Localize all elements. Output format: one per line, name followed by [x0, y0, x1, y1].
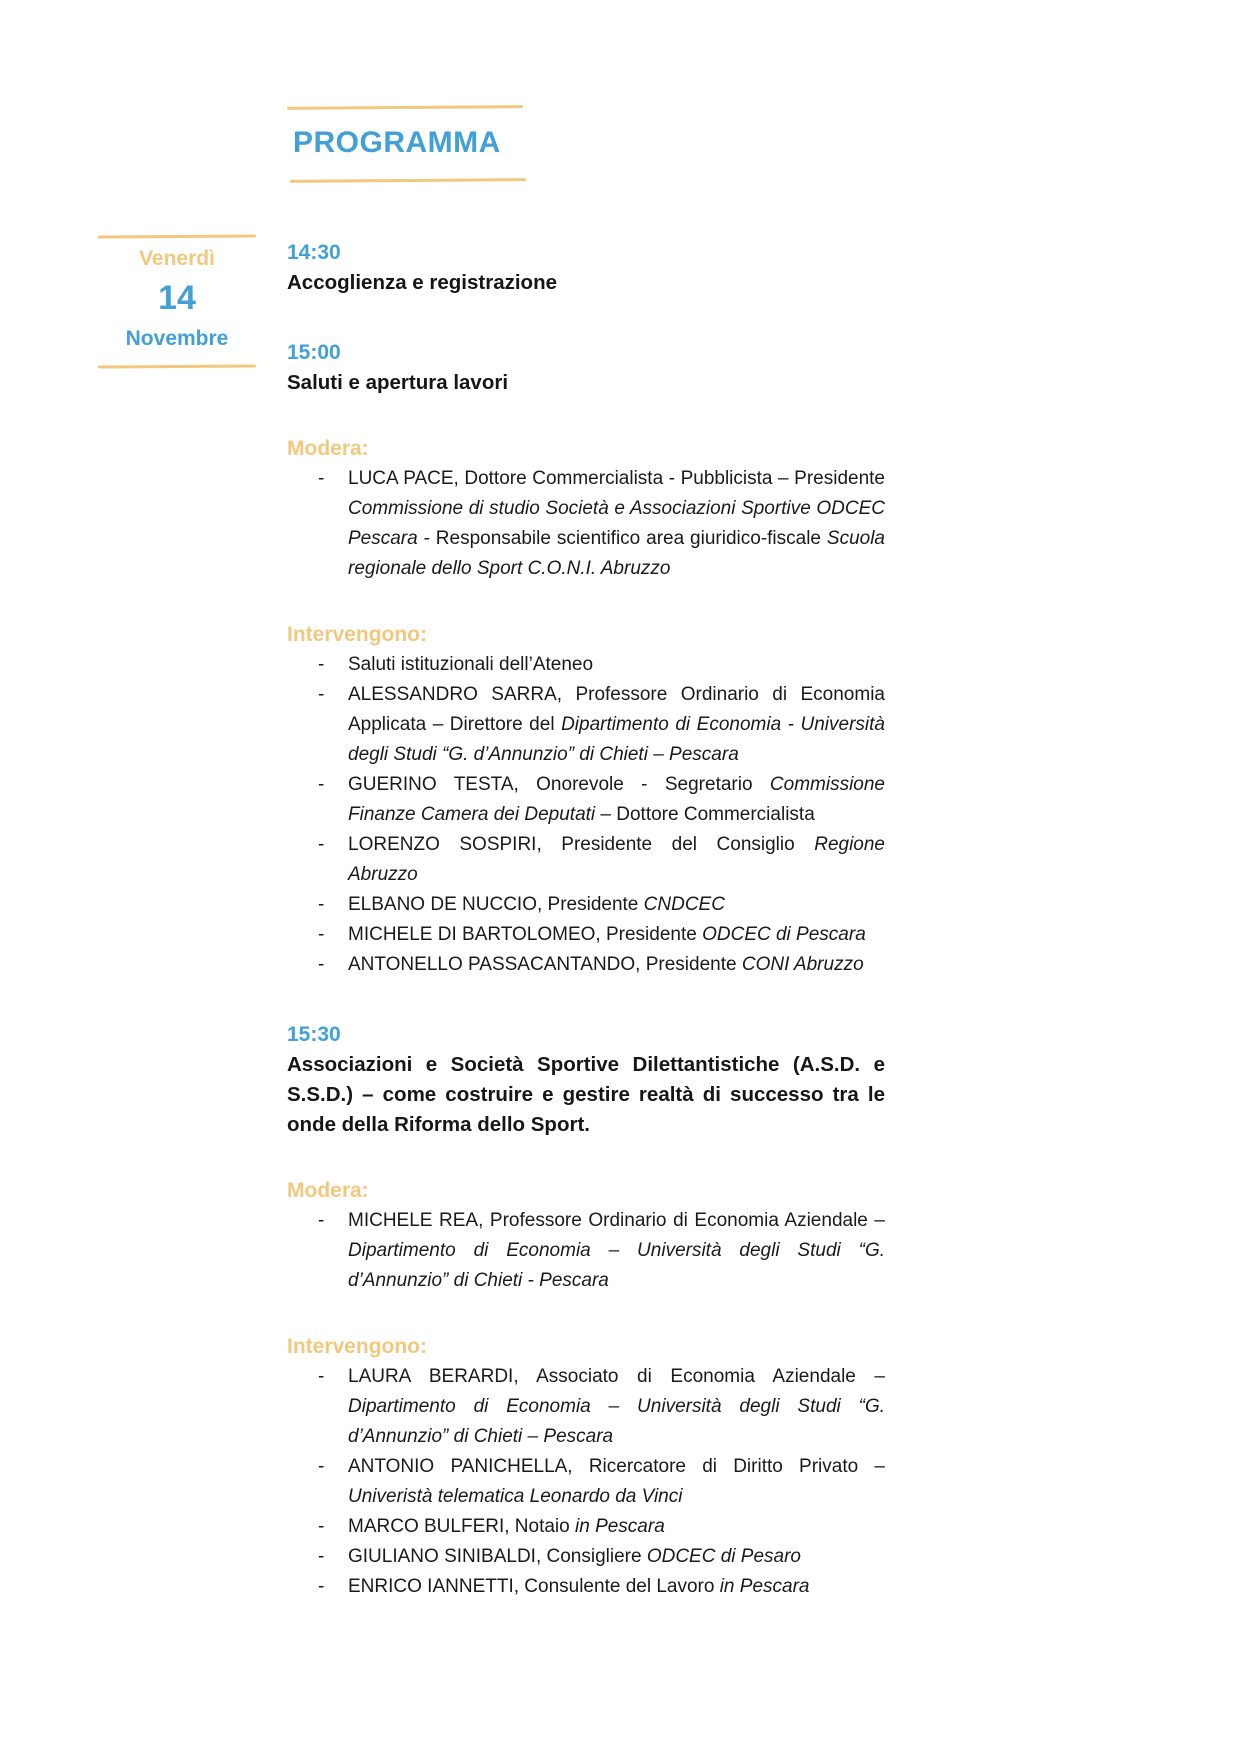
list-item-text [348, 770, 885, 830]
list-item-segment: GIULIANO SINIBALDI, Consigliere [348, 1546, 647, 1567]
list-item [287, 920, 885, 950]
list-item-text [348, 950, 885, 980]
group-label: Modera: [287, 1179, 369, 1202]
list-item-text [348, 1206, 885, 1296]
list-item-segment: Regione Abruzzo [348, 834, 885, 885]
speaker-group [287, 1176, 885, 1296]
list-item-segment: MARCO BULFERI, Notaio [348, 1516, 575, 1537]
date-block [98, 235, 256, 368]
list-item-segment: LUCA PACE, Dottore Commercialista - Pubblicista – Presidente [348, 468, 885, 489]
list-item-segment: Scuola regionale dello Sport C.O.N.I. Abruzzo [348, 528, 885, 579]
speaker-group [287, 1332, 885, 1602]
group-label: Intervengono: [287, 1335, 427, 1358]
date-rule-top [98, 234, 256, 238]
list-item-segment: CONI Abruzzo [741, 954, 864, 975]
list-item-segment: ANTONIO PANICHELLA, Ricercatore di Diritto Privato – [348, 1456, 885, 1477]
list-item [287, 1572, 885, 1602]
list-item-dash: - [318, 894, 325, 915]
speaker-list [287, 1206, 885, 1296]
list-item [287, 464, 885, 584]
list-item [287, 770, 885, 830]
list-item-text [348, 680, 885, 770]
list-item-text [348, 1572, 885, 1602]
session-title: Saluti e apertura lavori [287, 371, 509, 394]
date-day-name: Venerdì [139, 247, 215, 270]
list-item-segment: LORENZO SOSPIRI, Presidente del Consiglio [348, 834, 815, 855]
list-item-segment: - Responsabile scientifico area giuridico-fiscale [417, 528, 827, 549]
speaker-group [287, 434, 885, 584]
list-item-dash: - [318, 1546, 325, 1567]
list-item-dash: - [318, 1366, 325, 1387]
list-item-dash: - [318, 684, 325, 705]
list-item-dash: - [318, 954, 325, 975]
list-item-segment: LAURA BERARDI, Associato di Economia Aziendale – [348, 1366, 885, 1387]
list-item-segment: Commissione di studio Società e Associazioni Sportive ODCEC Pescara [348, 498, 885, 549]
list-item-text [348, 1512, 885, 1542]
list-item-text [348, 830, 885, 890]
session-block [287, 338, 885, 980]
list-item-segment: in Pescara [719, 1576, 810, 1597]
list-item-dash: - [318, 834, 325, 855]
session-block [287, 1020, 885, 1602]
session-title: Associazioni e Società Sportive Dilettantistiche (A.S.D. e S.S.D.) – come costruire e gestire realtà di successo tra le onde della Riforma dello Sport. [287, 1053, 885, 1136]
sessions [287, 238, 885, 1602]
list-item-dash: - [318, 774, 325, 795]
list-item-segment: CNDCEC [643, 894, 725, 915]
list-item-segment: ELBANO DE NUCCIO, Presidente [348, 894, 644, 915]
title-rule-bottom [290, 178, 526, 183]
list-item [287, 890, 885, 920]
speaker-list [287, 464, 885, 584]
list-item [287, 830, 885, 890]
list-item-dash: - [318, 924, 325, 945]
session-time: 15:30 [287, 1023, 341, 1046]
list-item [287, 1542, 885, 1572]
session-title: Accoglienza e registrazione [287, 271, 558, 294]
list-item-segment: – Dottore Commercialista [595, 804, 815, 825]
list-item-segment: ANTONELLO PASSACANTANDO, Presidente [348, 954, 742, 975]
list-item-segment: GUERINO TESTA, Onorevole - Segretario [348, 774, 770, 795]
list-item [287, 680, 885, 770]
list-item [287, 1512, 885, 1542]
list-item-text [348, 920, 885, 950]
list-item-segment: Dipartimento di Economia – Università degli Studi “G. d’Annunzio” di Chieti – Pescara [348, 1396, 885, 1447]
list-item-segment: MICHELE REA, Professore Ordinario di Economia Aziendale – [348, 1210, 885, 1231]
list-item-segment: ENRICO IANNETTI, Consulente del Lavoro [348, 1576, 720, 1597]
list-item-segment: Commissione Finanze Camera dei Deputati [348, 774, 885, 825]
list-item-segment: Dipartimento di Economia – Università degli Studi “G. d’Annunzio” di Chieti - Pescara [348, 1240, 885, 1291]
date-day-number: 14 [158, 279, 196, 317]
list-item-segment: Univeristà telematica Leonardo da Vinci [348, 1486, 683, 1507]
list-item [287, 1206, 885, 1296]
list-item-dash: - [318, 654, 325, 675]
list-item-segment: ALESSANDRO SARRA, Professore Ordinario di Economia Applicata – Direttore del [348, 684, 885, 735]
list-item-segment: Saluti istituzionali dell’Ateneo [348, 654, 594, 675]
list-item-dash: - [318, 1576, 325, 1597]
list-item-dash: - [318, 1210, 325, 1231]
date-rule-bottom [98, 364, 256, 368]
list-item-segment: ODCEC di Pesaro [646, 1546, 801, 1567]
speaker-group [287, 620, 885, 980]
list-item-text [348, 890, 885, 920]
page-title: PROGRAMMA [293, 126, 501, 159]
session-time: 14:30 [287, 241, 341, 264]
speaker-list [287, 650, 885, 980]
list-item-segment: MICHELE DI BARTOLOMEO, Presidente [348, 924, 703, 945]
list-item-dash: - [318, 1456, 325, 1477]
session-time: 15:00 [287, 341, 341, 364]
list-item [287, 950, 885, 980]
list-item [287, 650, 885, 680]
group-label: Modera: [287, 437, 369, 460]
list-item-text [348, 1452, 885, 1512]
list-item-segment: in Pescara [575, 1516, 665, 1537]
list-item-text [348, 650, 885, 680]
speaker-list [287, 1362, 885, 1602]
list-item-text [348, 464, 885, 584]
list-item-text [348, 1542, 885, 1572]
list-item [287, 1452, 885, 1512]
session-block [287, 238, 885, 298]
group-label: Intervengono: [287, 623, 427, 646]
title-rule-top [287, 105, 523, 110]
list-item-segment: Dipartimento di Economia - Università degli Studi “G. d’Annunzio” di Chieti – Pescara [348, 714, 885, 765]
list-item [287, 1362, 885, 1452]
list-item-text [348, 1362, 885, 1452]
list-item-segment: ODCEC di Pescara [702, 924, 866, 945]
list-item-dash: - [318, 1516, 325, 1537]
list-item-dash: - [318, 468, 325, 489]
date-month: Novembre [125, 327, 229, 350]
